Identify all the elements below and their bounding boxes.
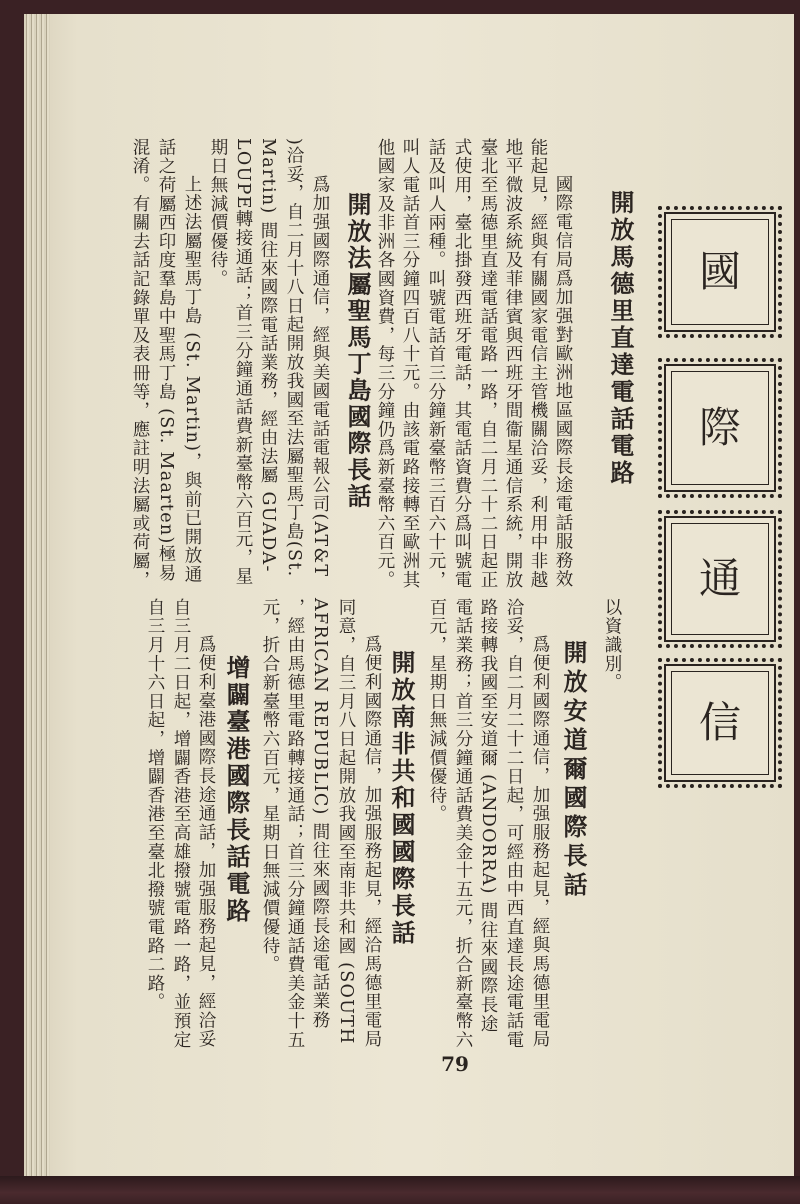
text-column: 同意，自三月八日起開放我國至南非共和國 (SOUTH (336, 598, 356, 1045)
text-column: ，經由馬德里電路轉接通話；首三分鐘通話費美金十五 (285, 598, 305, 1050)
text-column: 路接轉我國至安道爾 (ANDORRA) 間往來國際長途 (478, 598, 498, 1034)
text-column: 爲便利國際通信，加强服務起見，經洽馬德里電局 (362, 635, 382, 1049)
page-number: 79 (441, 1052, 469, 1076)
text-column: 話及叫人兩種。叫號電話首三分鐘新臺幣三百六十元， (426, 138, 446, 590)
text-column: 爲便利臺港國際長途通話，加强服務起見，經洽妥 (196, 635, 216, 1049)
text-column: 元，折合新臺幣六百元，星期日無減價優待。 (260, 598, 280, 974)
stamp-ji (664, 364, 776, 492)
text-column: AFRICAN REPUBLIC) 間往來國際長途電話業務 (310, 598, 330, 1030)
text-column: 爲加强國際通信，經與美國電話電報公司(AT&T (310, 175, 330, 578)
section-heading: 開放馬德里直達電話電路 (606, 190, 635, 487)
text-column: 地平微波系統及菲律賓與西班牙間衞星通信系統，開放 (503, 138, 523, 590)
text-column: 他國家及非洲各國資費，每三分鐘仍爲新臺幣六百元。 (375, 138, 395, 590)
section-heading: 開放南非共和國國際長話 (387, 650, 416, 947)
text-column: 式使用，臺北掛發西班牙電話，其電話資費分爲叫號電 (452, 138, 472, 590)
section-heading: 增闢臺港國際長話電路 (222, 655, 251, 925)
stamp-character: 際 (698, 403, 741, 452)
page-stack-edges (24, 14, 50, 1176)
text-column: LOUPE轉接通話；首三分鐘通話費新臺幣六百元，星 (233, 138, 253, 586)
text-column: 話之荷屬西印度羣島中聖馬丁島 (St. Maarten)極易 (156, 138, 176, 583)
text-column: 自三月二日起，增闢香港至高雄撥號電路一路，並預定 (171, 598, 191, 1050)
text-column: Martin) 間往來國際電話業務，經由法屬 GUADA- (258, 138, 278, 573)
text-column: 電話業務；首三分鐘通話費美金十五元，折合新臺幣六 (453, 598, 473, 1050)
book-cover-edge (0, 1176, 800, 1204)
text-column: 期日無減價優待。 (208, 138, 228, 289)
text-column: 能起見，經與有關國家電信主管機關洽妥，利用中非越 (528, 138, 548, 590)
stamp-character: 信 (698, 698, 741, 747)
text-column: 百元，星期日無減價優待。 (427, 598, 447, 824)
text-column: 混淆。有關去話記錄單及表冊等，應註明法屬或荷屬， (130, 138, 150, 590)
stamp-character: 國 (698, 247, 741, 296)
stamp-character: 通 (698, 554, 741, 603)
section-heading: 開放安道爾國際長話 (559, 640, 588, 901)
stamp-tong (664, 516, 776, 642)
text-column: )洽妥，自二月十八日起開放我國至法屬聖馬丁島(St. (284, 138, 304, 578)
section-heading: 開放法屬聖馬丁島國際長話 (343, 192, 372, 510)
text-column: 叫人電話首三分鐘四百八十元。由該電路接轉至歐洲其 (400, 138, 420, 590)
text-column: 國際電信局爲加强對歐洲地區國際長途電話服務效 (553, 175, 573, 589)
text-column: 自三月十六日起，增闢香港至臺北撥號電路二路。 (145, 598, 165, 1012)
continuation-text: 以資識別。 (602, 598, 622, 692)
text-column: 洽妥，自二月二十二日起，可經由中西直達長途電話電 (504, 598, 524, 1050)
text-column: 臺北至馬德里直達電話電路一路，自二月二十二日起正 (478, 138, 498, 590)
text-column: 爲便利國際通信，加强服務起見，經與馬德里電局 (530, 635, 550, 1049)
stamp-xin (664, 664, 776, 782)
stamp-guo (664, 212, 776, 332)
text-column: 上述法屬聖馬丁島 (St. Martin)，與前已開放通 (182, 175, 202, 584)
